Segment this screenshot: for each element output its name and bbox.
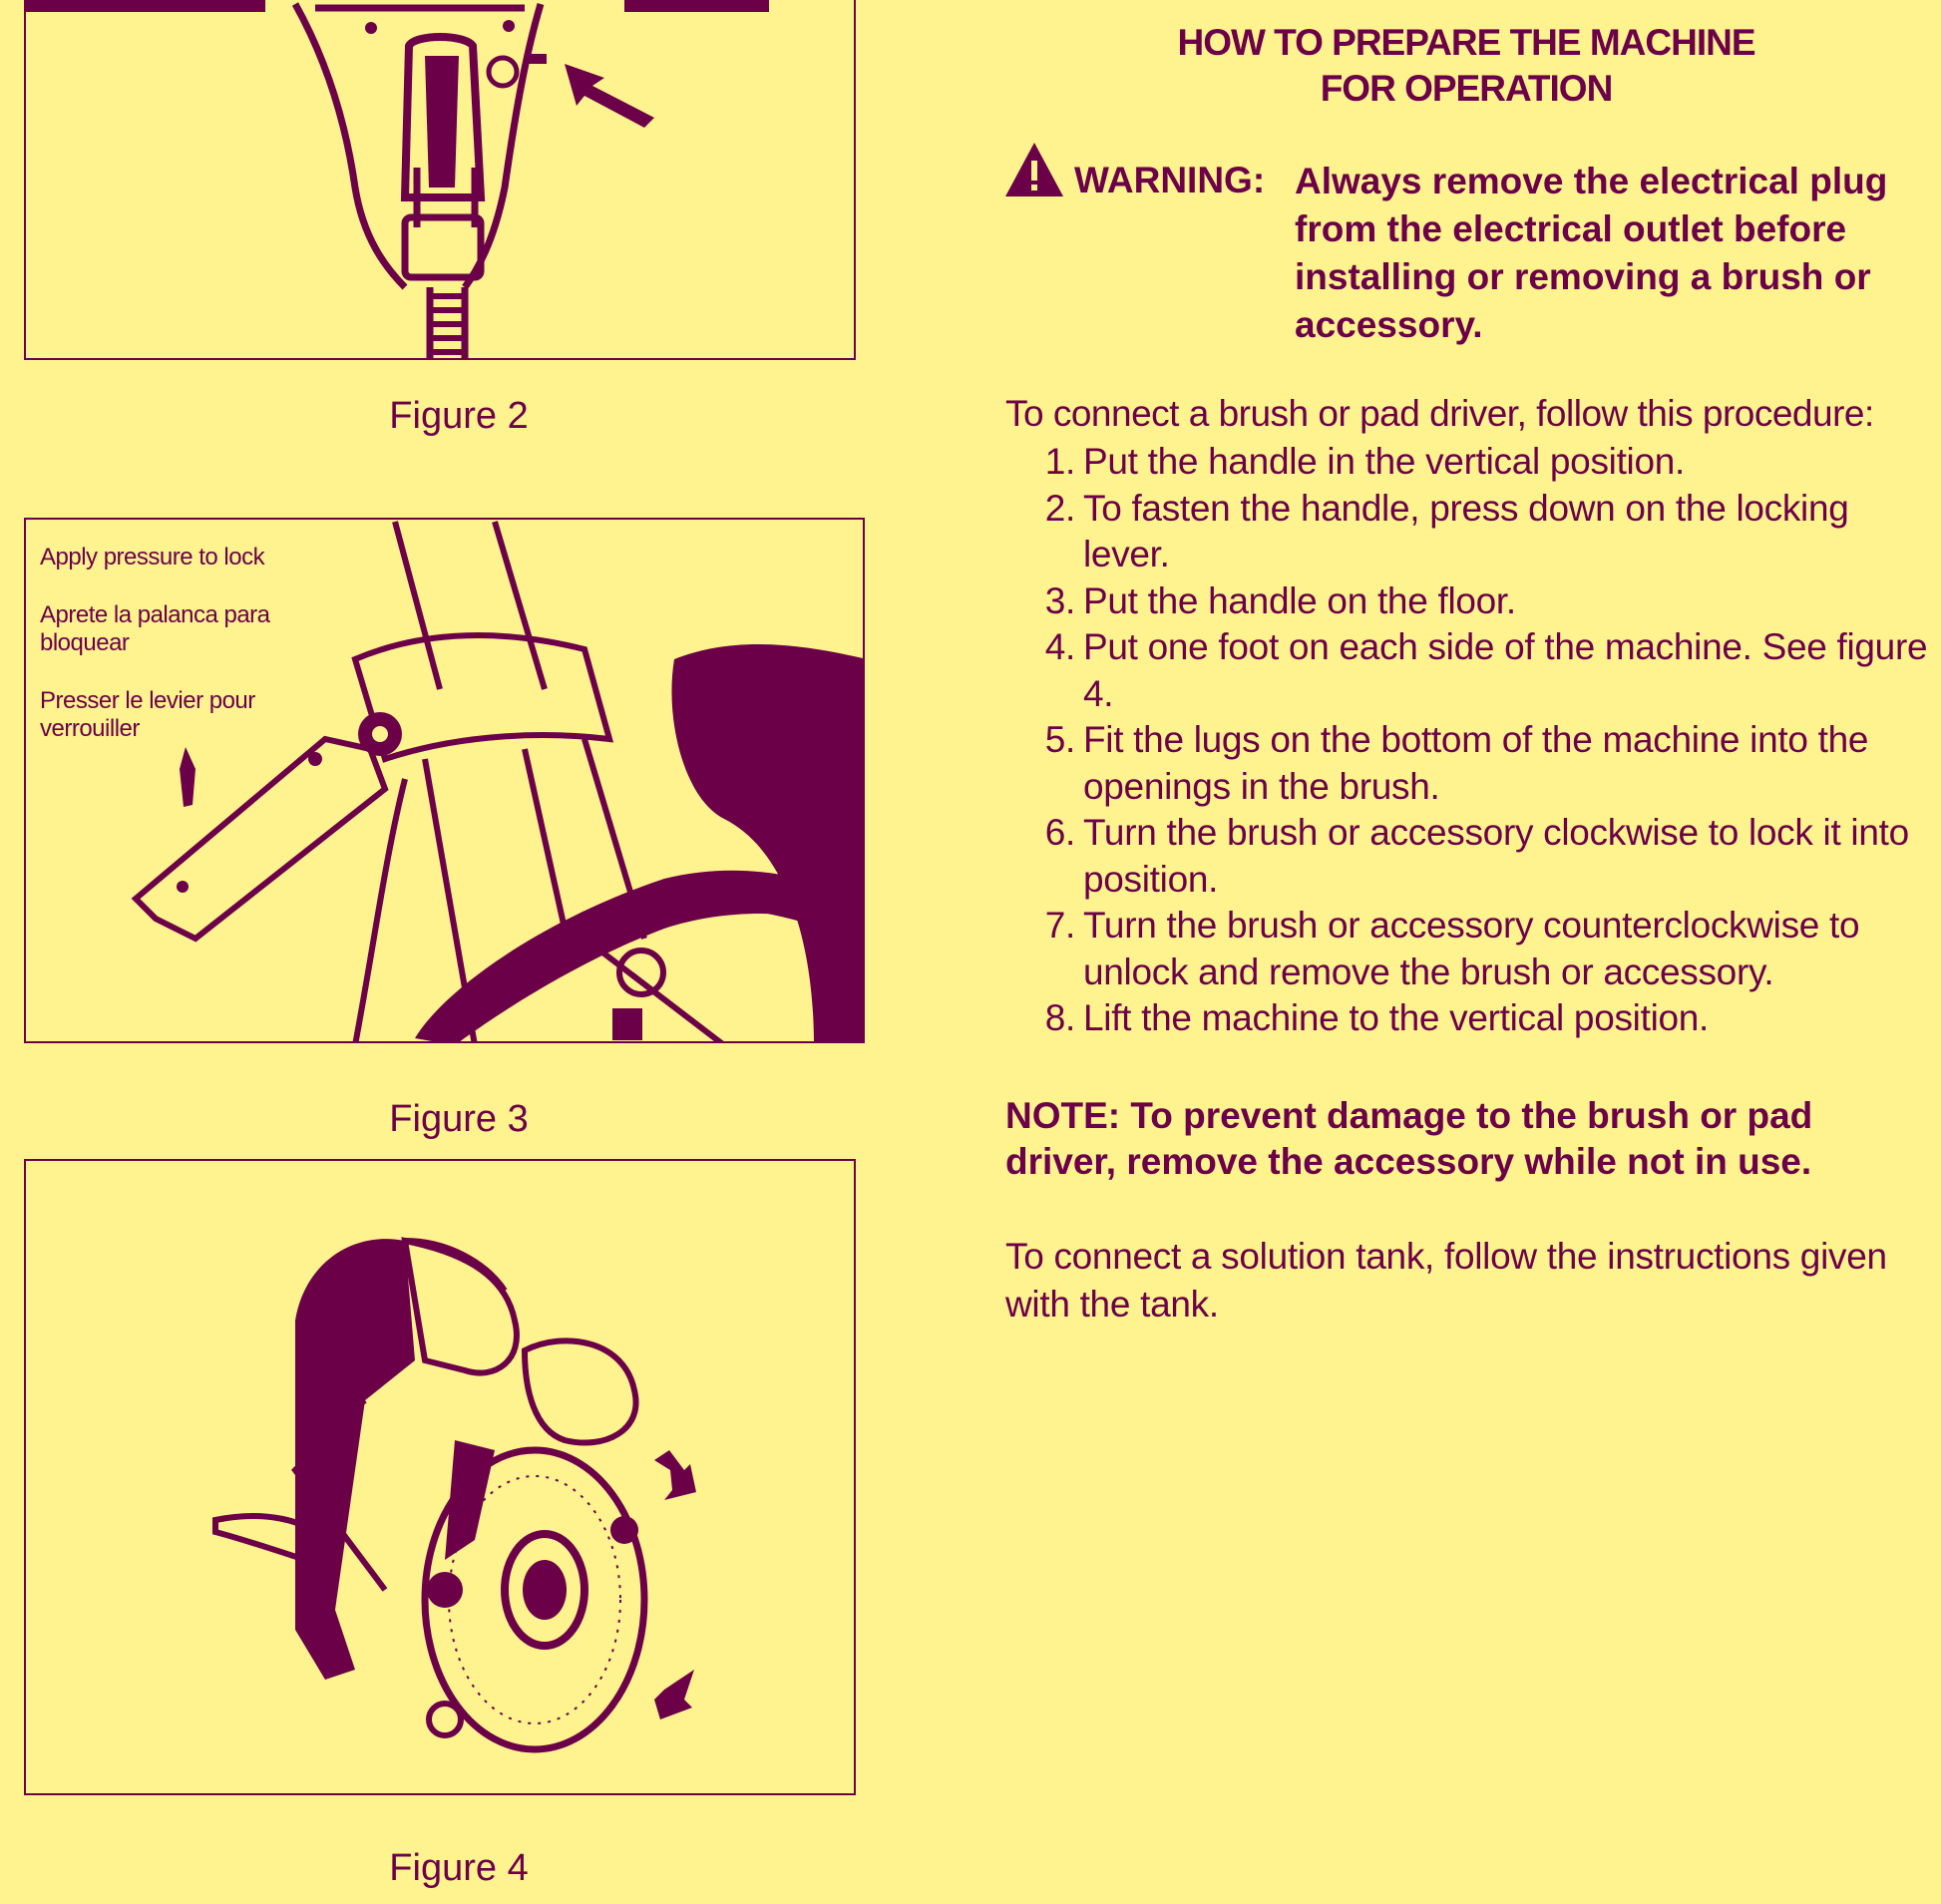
step-number: 3. (1044, 579, 1075, 621)
solution-tank-text: To connect a solution tank, follow the instructions given with the tank. (1005, 1236, 1887, 1325)
machine-handle-drawing (26, 0, 856, 360)
procedure-intro: To connect a brush or pad driver, follow this procedure: (1005, 393, 1874, 434)
step-text: Put the handle on the floor. (1083, 579, 1516, 621)
figure-4-illustration (24, 1159, 856, 1795)
heading-line-1: HOW TO PREPARE THE MACHINE (1177, 22, 1755, 63)
step-text: To fasten the handle, press down on the locking lever. (1083, 487, 1849, 574)
list-item (1005, 624, 1933, 717)
warning-label: WARNING: (1074, 160, 1266, 200)
list-item (1005, 903, 1933, 995)
step-text: Fit the lugs on the bottom of the machine into the openings in the brush. (1083, 719, 1869, 807)
step-number: 4. (1044, 626, 1075, 667)
note-text: NOTE: To prevent damage to the brush or pad driver, remove the accessory while not in use. (1005, 1095, 1813, 1182)
operator-attaching-brush-drawing (26, 1161, 856, 1795)
step-number: 2. (1044, 487, 1075, 529)
heading-line-2: FOR OPERATION (1320, 68, 1613, 109)
step-number: 8. (1044, 997, 1075, 1038)
fig3-label-english: Apply pressure to lock (40, 544, 265, 571)
list-item (1005, 995, 1933, 1042)
step-number: 5. (1044, 719, 1075, 760)
list-item (1005, 578, 1933, 625)
list-item (1005, 439, 1933, 486)
step-number: 6. (1044, 812, 1075, 853)
section-heading (1007, 20, 1925, 112)
fig3-label-french: Presser le levier pour verrouiller (40, 687, 255, 742)
procedure-steps-list (1005, 439, 1933, 1042)
step-number: 1. (1044, 441, 1075, 482)
step-text: Lift the machine to the vertical position. (1083, 997, 1710, 1038)
step-number: 7. (1044, 905, 1075, 946)
list-item (1005, 717, 1933, 810)
figure-4-caption: Figure 4 (389, 1847, 529, 1889)
warning-text: Always remove the electrical plug from the electrical outlet before installing or removing a brush or accessory. (1295, 161, 1888, 345)
step-text: Put one foot on each side of the machine. See figure 4. (1083, 626, 1928, 714)
figure-3-caption: Figure 3 (389, 1098, 529, 1140)
figure-3-illustration (24, 518, 865, 1043)
warning-triangle-icon (1003, 141, 1065, 198)
figure-2-illustration (24, 0, 856, 360)
locking-lever-drawing (26, 520, 865, 1043)
list-item (1005, 486, 1933, 578)
list-item (1005, 810, 1933, 903)
step-text: Turn the brush or accessory clockwise to lock it into position. (1083, 812, 1909, 900)
figure-2-caption: Figure 2 (389, 395, 529, 437)
step-text: Turn the brush or accessory counterclockwise to unlock and remove the brush or accessory. (1083, 905, 1860, 992)
step-text: Put the handle in the vertical position. (1083, 441, 1685, 482)
fig3-label-spanish: Aprete la palanca para bloquear (40, 601, 270, 656)
